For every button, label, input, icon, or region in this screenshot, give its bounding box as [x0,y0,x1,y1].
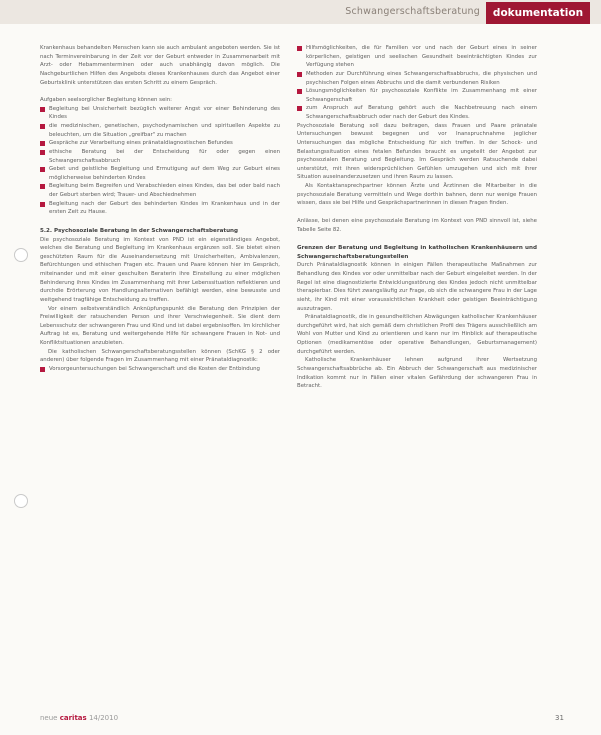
right-column [297,44,537,391]
body-paragraph: Als Kontaktansprechpartner können Ärzte und Ärztinnen die Mitarbeiter in die psychosoziale Beratung vermitteln und Wege dorthin bahnen, denn nur wenige Frauen wissen, dass sie bei Hilfe und Gesprächspartnerinnen in diesen Fragen finden. [297,183,537,207]
body-paragraph: Anlässe, bei denen eine psychosoziale Beratung im Kontext von PND sinnvoll ist, siehe Tabelle Seite 82. [297,217,537,233]
list-item: Vorsorgeuntersuchungen bei Schwangerschaft und die Kosten der Entbindung [40,365,280,374]
body-paragraph: Pränataldiagnostik, die in gesundheitlichen Abwägungen katholischer Krankenhäuser durchgeführt wird, hat sich gemäß dem christlichen Profil des Trägers ausschließlich am Wohl von Mutter und Kind zu orientieren und kann nur im Hinblick auf therapeutische Optionen (medikamentöse oder operative Behandlungen, Geburtsmanagement) durchgeführt werden. [297,314,537,355]
footer-issue: 14/2010 [88,714,119,722]
body-paragraph: Katholische Krankenhäuser lehnen aufgrund ihrer Wertsetzung Schwangerschaftsabbrüche ab. Ein Abbruch der Schwangerschaft aus medizinischer Indikation kommt nur in Fällen einer vitalen Gefährdung der schwangeren Frau in Betracht. [297,357,537,390]
list-item: ethische Beratung bei der Entscheidung für oder gegen einen Schwangerschaftsabbruch [40,148,280,165]
section-heading: Grenzen der Beratung und Begleitung in katholischen Krankenhäusern und Schwangerschaftsberatungsstellen [297,245,537,260]
footer-magazine: neue [40,714,58,722]
list-item: Gebet und geistliche Begleitung und Ermutigung auf dem Weg zur Geburt eines möglicherweise behinderten Kindes [40,165,280,182]
punch-hole-icon [14,248,28,262]
body-paragraph: Vor einem selbstverständlich Anknüpfungspunkt die Beratung den Prinzipien der Freiwilligkeit der ratsuchenden Person und ihrer Verschwiegenheit. Sie dient dem Lebensschutz der schwangeren Frau und Kind und ist dabei ergebnisoffen. Im kirchlicher Auftrag ist es, Beratung und weitergehende Hilfe für schwangere Frauen in Not- und Konfliktsituationen anzubieten. [40,305,280,346]
list-item: Begleitung beim Begreifen und Verabschieden eines Kindes, das bei oder bald nach der Geburt sterben wird; Trauer- und Abschiednehmen [40,182,280,199]
section-badge: dokumentation [486,2,590,24]
bullet-list [297,44,537,122]
footer-title: caritas [59,714,87,722]
body-paragraph: Psychosoziale Beratung soll dazu beitragen, dass Frauen und Paare pränatale Untersuchungen bewusst begegnen und vor Inanspruchnahme jeglicher Untersuchungen das mögliche Entscheidung für sich treffen. In der Schock- und Belastungssituation eines fetalen Befundes braucht es ungeteilt der Angebot zur psychosozialen Beratung und Begleitung. Im Gespräch werden Ratsuchende dabei unterstützt, mit ihren widersprüchlichen Gefühlen umzugehen und sich mit ihrer Situation auseinanderzusetzen und ihren Raum zu lassen. [297,122,537,181]
section-heading: 5.2. Psychosoziale Beratung in der Schwangerschaftsberatung [40,227,239,234]
intro-paragraph: Krankenhaus behandelten Menschen kann sie auch ambulant angeboten werden. Sie ist nach Terminvereinbarung in der Zeit vor der Geburt entweder in Zusammenarbeit mit Arzt- oder Hebammenterminen oder auch unabhängig davon möglich. Die Nachgeburtlichen Hilfen des Angebots dieses Krankenhauses durch das Angebot einer Geburtsklinik unterstützen das ersten Schritt zu einem Gespräch. [40,45,280,86]
list-item: Begleitung bei Unsicherheit bezüglich weiterer Angst vor einer Behinderung des Kindes [40,105,280,122]
list-item: Hilfsmöglichkeiten, die für Familien vor und nach der Geburt eines in seiner körperlichen, geistigen und seelischen Gesundheit beeinträchtigten Kindes zur Verfügung stehen [297,44,537,70]
left-column [40,44,280,374]
list-item: Lösungsmöglichkeiten für psychosoziale Konflikte im Zusammenhang mit einer Schwangerschaft [297,87,537,104]
body-paragraph: Die psychosoziale Beratung im Kontext von PND ist ein eigenständiges Angebot, welches die Beratung und Begleitung im Krankenhaus ergänzen soll. Sie bietet einen geschützten Raum für die Auseinandersetzung mit Unsicherheiten, Ambivalenzen, Befürchtungen und ethischen Fragen etc. Frauen und Paare können hier im Gespräch, miteinander und mit einer geschulten Beraterin ihre Einstellung zu einer möglichen Behinderung ihres Kindes im Zusammenhang mit ihrer Lebenssituation reflektieren und durchdie Erörterung von Handlungsalternativen befähigt werden, eine bewusste und weitgehend tragfähige Entscheidung zu treffen. [40,236,280,303]
tasks-heading: Aufgaben seelsorglicher Begleitung können sein: [40,97,172,104]
section-title: Schwangerschaftsberatung [345,6,480,17]
list-item: Begleitung nach der Geburt des behinderten Kindes im Krankenhaus und in der ersten Zeit zu Hause. [40,200,280,217]
body-paragraph: Durch Pränataldiagnostik können in einigen Fällen therapeutische Maßnahmen zur Behandlung des Kindes vor oder unmittelbar nach der Geburt eingeleitet werden. In der Regel ist eine diagnostizierte Entwicklungsstörung des Kindes jedoch nicht unmittelbar therapierbar. Dies führt zwangsläufig zur Frage, ob sich die schwangere Frau in der Lage sieht, ihr Kind mit einer voraussichtlichen Krankheit oder geistigen Beeinträchtigung auszutragen. [297,262,537,312]
list-item: zum Anspruch auf Beratung gehört auch die Nachbetreuung nach einem Schwangerschaftsabbruch oder nach der Geburt des Kindes. [297,104,537,121]
body-paragraph: Die katholischen Schwangerschaftsberatungsstellen können (SchKG § 2 oder anderen) über folgende Fragen im Zusammenhang mit einer Pränataldiagnostik: [40,348,280,364]
tasks-list [40,105,280,217]
list-item: Gespräche zur Verarbeitung eines pränataldiagnostischen Befundes [40,139,280,148]
list-item: Methoden zur Durchführung eines Schwangerschaftsabbruchs, die physischen und psychischen Folgen eines Abbruchs und die damit verbundenen Risiken [297,70,537,87]
bullet-list [40,365,280,374]
footer-publication [40,714,118,722]
list-item: die medizinischen, genetischen, psychodynamischen und spirituellen Aspekte zu beleuchten, um die Situation „greifbar" zu machen [40,122,280,139]
page-number: 31 [555,714,564,722]
punch-hole-icon [14,494,28,508]
